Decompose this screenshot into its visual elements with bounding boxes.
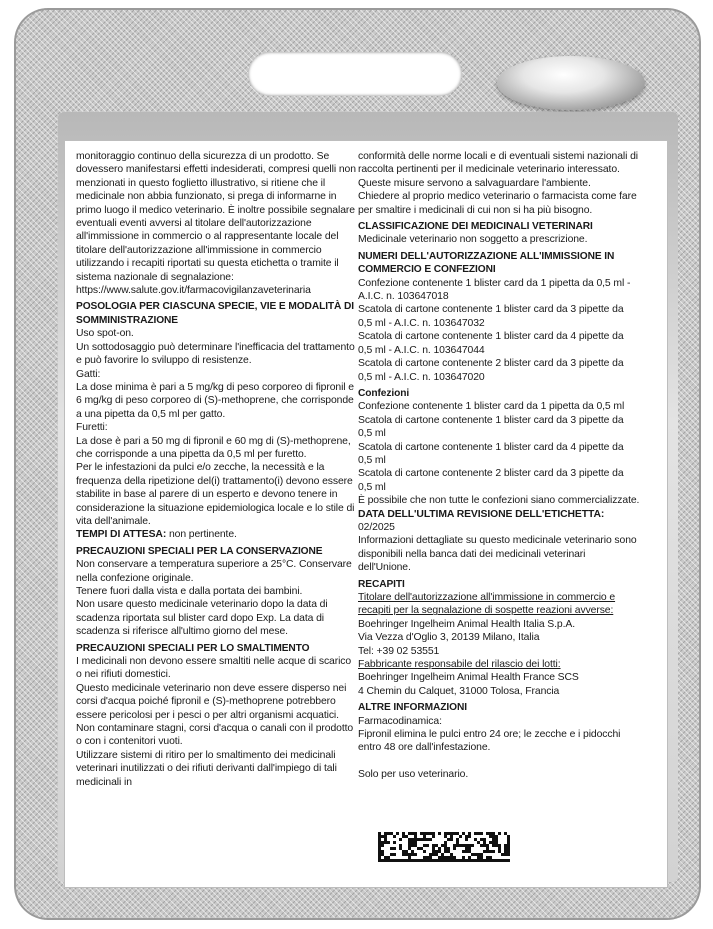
inline-field-label: TEMPI DI ATTESA:	[76, 529, 167, 541]
inline-field-label: DATA DELL'ULTIMA REVISIONE DELL'ETICHETTA:	[358, 508, 605, 520]
paragraph: conformità delle norme locali e di eventuali sistemi nazionali di raccolta pertinenti per il medicinale veterinario interessato. Queste misure servono a salvaguardare l'ambiente.	[358, 151, 638, 189]
paragraph: 4 Chemin du Calquet, 31000 Tolosa, Francia	[358, 685, 560, 697]
paragraph: Scatola di cartone contenente 2 blister card da 3 pipette da 0,5 ml	[358, 468, 624, 493]
paragraph: Farmacodinamica:	[358, 715, 442, 727]
paragraph: Fipronil elimina le pulci entro 24 ore; le zecche e i pidocchi entro 48 ore dall'infestazione.	[358, 729, 621, 754]
paragraph: I medicinali non devono essere smaltiti nelle acque di scarico o nei rifiuti domestici.	[76, 656, 352, 681]
paragraph: Per le infestazioni da pulci e/o zecche, la necessità e la frequenza della ripetizione del(i) trattamento(i) devono essere stabilite in base al parere di un esperto e devono tenere in considerazione la situazione epidemiologica locale e lo stile di vita dell'animale.	[76, 462, 355, 527]
underlined-subheading: Fabbricante responsabile del rilascio dei lotti:	[358, 659, 561, 671]
spacer	[358, 755, 640, 768]
paragraph: Uso spot-on.	[76, 328, 134, 340]
right-text-column	[358, 150, 640, 781]
paragraph: Furetti:	[76, 422, 108, 434]
section-heading: PRECAUZIONI SPECIALI PER LA CONSERVAZIONE	[76, 545, 323, 557]
pipette-blister-bump	[497, 56, 645, 110]
paragraph: Via Vezza d'Oglio 3, 20139 Milano, Italia	[358, 632, 540, 644]
paragraph: Scatola di cartone contenente 2 blister card da 3 pipette da 0,5 ml - A.I.C. n. 103647020	[358, 358, 624, 383]
paragraph: Questo medicinale veterinario non deve essere disperso nei corsi d'acqua poiché fipronil e (S)-methoprene potrebbero essere pericolosi per i pesci o per altri organismi acquatici. Non contaminare stagni, corsi d'acqua o canali con il prodotto o con i contenitori vuoti.	[76, 682, 354, 748]
paragraph: https://www.salute.gov.it/farmacovigilanzaveterinaria	[76, 285, 311, 297]
section-heading: ALTRE INFORMAZIONI	[358, 702, 467, 714]
paragraph: Gatti:	[76, 368, 101, 380]
paragraph: Scatola di cartone contenente 1 blister card da 3 pipette da 0,5 ml	[358, 414, 624, 440]
inline-field	[358, 508, 640, 535]
data-matrix-code	[377, 831, 511, 863]
paragraph: Utilizzare sistemi di ritiro per lo smaltimento dei medicinali veterinari inutilizzati o dei rifiuti derivanti dall'impiego di tali medicinali in	[76, 749, 337, 788]
section-heading: CLASSIFICAZIONE DEI MEDICINALI VETERINARI	[358, 221, 593, 233]
paragraph: La dose è pari a 50 mg di fipronil e 60 mg di (S)-methoprene, che corrisponde a una pipetta da 0,5 ml per furetto.	[76, 435, 351, 460]
paragraph: È possibile che non tutte le confezioni siano commercializzate.	[358, 495, 640, 507]
section-heading: Confezioni	[358, 387, 410, 399]
paragraph: Un sottodosaggio può determinare l'inefficacia del trattamento e può favorire lo sviluppo di resistenze.	[76, 341, 355, 367]
paragraph: Confezione contenente 1 blister card da 1 pipetta da 0,5 ml	[358, 401, 625, 413]
paragraph: Boehringer Ingelheim Animal Health Italia S.p.A.	[358, 618, 575, 630]
left-text-column	[76, 150, 356, 789]
paragraph: monitoraggio continuo della sicurezza di un prodotto. Se dovessero manifestarsi effetti indesiderati, compresi quelli non menzionati in questo foglietto illustrativo, si ritiene che il medicinale non abbia funzionato, si prega di informarne in primo luogo il medico veterinario. È inoltre possibile segnalare eventuali eventi avversi al titolare dell'autorizzazione all'immissione in commercio o al rappresentante locale del titolare dell'autorizzazione all'immissione in commercio utilizzando i recapiti riportati su questa etichetta o tramite il sistema nazionale di segnalazione:	[76, 151, 356, 283]
inline-field	[76, 528, 356, 541]
underlined-subheading: Titolare dell'autorizzazione all'immissione in commercio e recapiti per la segnalazione di sospette reazioni avverse:	[358, 592, 616, 617]
paragraph: Medicinale veterinario non soggetto a prescrizione.	[358, 234, 588, 246]
paragraph: Confezione contenente 1 blister card da 1 pipetta da 0,5 ml - A.I.C. n. 103647018	[358, 277, 631, 303]
paragraph: Chiedere al proprio medico veterinario o farmacista come fare per smaltire i medicinali di cui non si ha più bisogno.	[358, 191, 637, 216]
paragraph: Boehringer Ingelheim Animal Health France SCS	[358, 672, 579, 684]
paragraph: Scatola di cartone contenente 1 blister card da 3 pipette da 0,5 ml - A.I.C. n. 103647032	[358, 304, 624, 329]
paragraph: Non conservare a temperatura superiore a 25°C. Conservare nella confezione originale.	[76, 559, 352, 584]
section-heading: POSOLOGIA PER CIASCUNA SPECIE, VIE E MODALITÀ DI SOMMINISTRAZIONE	[76, 301, 355, 326]
paragraph: Scatola di cartone contenente 1 blister card da 4 pipette da 0,5 ml - A.I.C. n. 103647044	[358, 331, 624, 356]
section-heading: PRECAUZIONI SPECIALI PER LO SMALTIMENTO	[76, 642, 310, 654]
section-heading: NUMERI DELL'AUTORIZZAZIONE ALL'IMMISSIONE IN COMMERCIO E CONFEZIONI	[358, 250, 615, 276]
inline-field-value: 02/2025	[358, 521, 395, 533]
paragraph: La dose minima è pari a 5 mg/kg di peso corporeo di fipronil e 6 mg/kg di peso corporeo di (S)-methoprene, che corrisponde a una pipetta da 0,5 ml per gatto.	[76, 381, 354, 420]
paragraph: Tenere fuori dalla vista e dalla portata dei bambini.	[76, 586, 303, 597]
paragraph: Scatola di cartone contenente 1 blister card da 4 pipette da 0,5 ml	[358, 441, 624, 466]
paragraph: Solo per uso veterinario.	[358, 768, 469, 780]
section-heading: RECAPITI	[358, 578, 405, 590]
paragraph: Informazioni dettagliate su questo medicinale veterinario sono disponibili nella banca dati dei medicinali veterinari dell'Unione.	[358, 535, 637, 574]
paragraph: Tel: +39 02 53551	[358, 645, 440, 657]
inline-field-value: non pertinente.	[166, 529, 237, 541]
hang-hole	[248, 52, 462, 96]
paragraph: Non usare questo medicinale veterinario dopo la data di scadenza riportata sul blister card dopo Exp. La data di scadenza si riferisce all'ultimo giorno del mese.	[76, 599, 328, 638]
